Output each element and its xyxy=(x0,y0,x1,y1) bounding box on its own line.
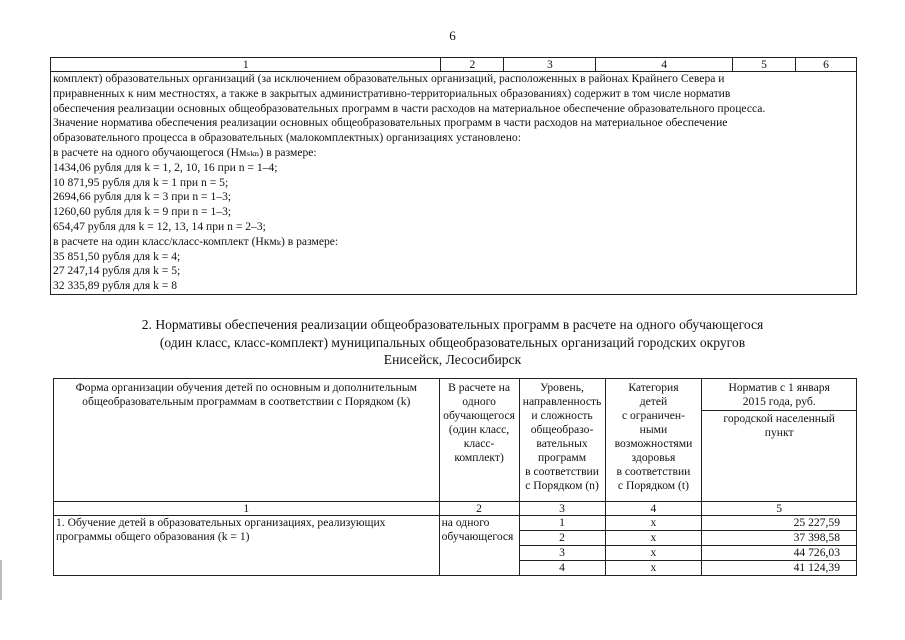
label-line: 1. Обучение детей в образовательных организациях, реализующих xyxy=(56,516,386,529)
text-line: 10 871,95 рубля для k = 1 при n = 5; xyxy=(53,175,229,189)
header-line: Форма организации обучения детей по основным и дополнительным xyxy=(75,381,417,394)
row-basis xyxy=(439,516,519,576)
header-line: комплект) xyxy=(454,451,504,464)
level-cell: 4 xyxy=(519,561,605,576)
header-line: вательных xyxy=(536,437,588,450)
text-line: в расчете на один класс/класс-комплект (Нкмₖ) в размере: xyxy=(53,234,339,248)
header-line: здоровья xyxy=(631,451,676,464)
col-number: 3 xyxy=(519,502,605,516)
header-line: общеобразо- xyxy=(530,423,594,436)
header-line: городской населенный xyxy=(723,412,835,425)
header-line: с ограничен- xyxy=(621,409,685,422)
header-line: Норматив с 1 января xyxy=(728,381,830,394)
category-cell: х xyxy=(605,531,702,546)
col-number: 5 xyxy=(702,502,857,516)
value-cell: 41 124,39 xyxy=(702,561,857,576)
value-cell: 44 726,03 xyxy=(702,546,857,561)
scan-edge-mark xyxy=(0,560,2,600)
header-line: пункт xyxy=(764,426,794,439)
header-line: с Порядком (t) xyxy=(617,479,689,492)
header-line: (один класс, xyxy=(448,423,510,436)
heading-line: (один класс, класс-комплект) муниципальных общеобразовательных организаций городских округов xyxy=(159,334,746,350)
header-basis xyxy=(439,379,519,502)
header-line: класс- xyxy=(463,437,495,450)
text-line: 654,47 рубля для k = 12, 13, 14 при n = 2–3; xyxy=(53,219,266,233)
header-level xyxy=(519,379,605,502)
header-line: направленность xyxy=(522,395,602,408)
header-line: Уровень, xyxy=(540,381,584,394)
header-line: и сложность xyxy=(531,409,593,422)
col-number: 1 xyxy=(51,58,441,72)
column-number-row xyxy=(51,58,857,72)
header-line: детей xyxy=(639,395,668,408)
column-number-row xyxy=(54,502,857,516)
text-line: Значение норматива обеспечения реализации основных общеобразовательных программ в части расходов на материальное обеспечение xyxy=(53,116,728,130)
norms-table xyxy=(53,378,857,576)
header-line: программ xyxy=(537,451,587,464)
text-line: образовательного процесса в образовательных (малокомплектных) организациях установлено: xyxy=(53,131,521,145)
category-cell: х xyxy=(605,561,702,576)
continued-table xyxy=(50,57,857,295)
text-line: обеспечения реализации основных общеобразовательных программ в части расходов на материальное обеспечение образовательного процесса. xyxy=(53,101,766,115)
header-norm xyxy=(702,379,857,502)
header-category xyxy=(605,379,702,502)
header-line: 2015 года, руб. xyxy=(742,395,816,408)
basis-line: на одного xyxy=(441,516,490,529)
col-number: 3 xyxy=(504,58,596,72)
value-cell: 37 398,58 xyxy=(702,531,857,546)
header-line: обучающегося xyxy=(443,409,515,422)
text-line: 32 335,89 рубля для k = 8 xyxy=(53,279,178,293)
text-line: 35 851,50 рубля для k = 4; xyxy=(53,249,181,263)
section-heading xyxy=(40,316,865,369)
category-cell: х xyxy=(605,516,702,531)
text-line: в расчете на одного обучающегося (Нмₛₖₙ) в размере: xyxy=(53,145,317,159)
header-line: в соответствии xyxy=(616,465,691,478)
col-number: 4 xyxy=(596,58,733,72)
col-number: 5 xyxy=(733,58,796,72)
col-number: 4 xyxy=(605,502,702,516)
level-cell: 1 xyxy=(519,516,605,531)
level-cell: 3 xyxy=(519,546,605,561)
table-row xyxy=(54,516,857,531)
header-form xyxy=(54,379,440,502)
category-cell: х xyxy=(605,546,702,561)
text-line: 27 247,14 рубля для k = 5; xyxy=(53,264,181,278)
row-label xyxy=(54,516,440,576)
heading-line: 2. Нормативы обеспечения реализации общеобразовательных программ в расчете на одного обучающегося xyxy=(141,317,764,332)
text-line: 1260,60 рубля для k = 9 при n = 1–3; xyxy=(53,205,232,219)
header-line: с Порядком (n) xyxy=(525,479,599,492)
header-line: В расчете на xyxy=(448,381,511,394)
level-cell: 2 xyxy=(519,531,605,546)
text-line: приравненных к ним местностях, а также в закрытых административно-территориальных образованиях) содержит в том числе норматив xyxy=(53,86,731,100)
header-line: одного xyxy=(462,395,496,408)
text-line: комплект) образовательных организаций (за исключением образовательных организаций, расположенных в районах Крайнего Севера и xyxy=(53,72,725,85)
value-cell: 25 227,59 xyxy=(702,516,857,531)
text-line: 1434,06 рубля для k = 1, 2, 10, 16 при n = 1–4; xyxy=(53,160,278,174)
header-line: общеобразовательным программам в соответствии с Порядком (k) xyxy=(82,395,411,408)
col-number: 2 xyxy=(439,502,519,516)
text-line: 2694,66 рубля для k = 3 при n = 1–3; xyxy=(53,190,232,204)
col-number: 1 xyxy=(54,502,440,516)
label-line: программы общего образования (k = 1) xyxy=(56,530,250,543)
header-line: в соответствии xyxy=(525,465,599,478)
col-number: 2 xyxy=(441,58,504,72)
header-row xyxy=(54,379,857,502)
norm-text-cell xyxy=(51,72,857,295)
col-number: 6 xyxy=(796,58,857,72)
header-line: Категория xyxy=(628,381,679,394)
heading-line: Енисейск, Лесосибирск xyxy=(383,352,522,367)
header-line: возможностями xyxy=(614,437,693,450)
header-line: ными xyxy=(639,423,668,436)
basis-line: обучающегося xyxy=(441,530,514,543)
page-number: 6 xyxy=(449,28,456,43)
